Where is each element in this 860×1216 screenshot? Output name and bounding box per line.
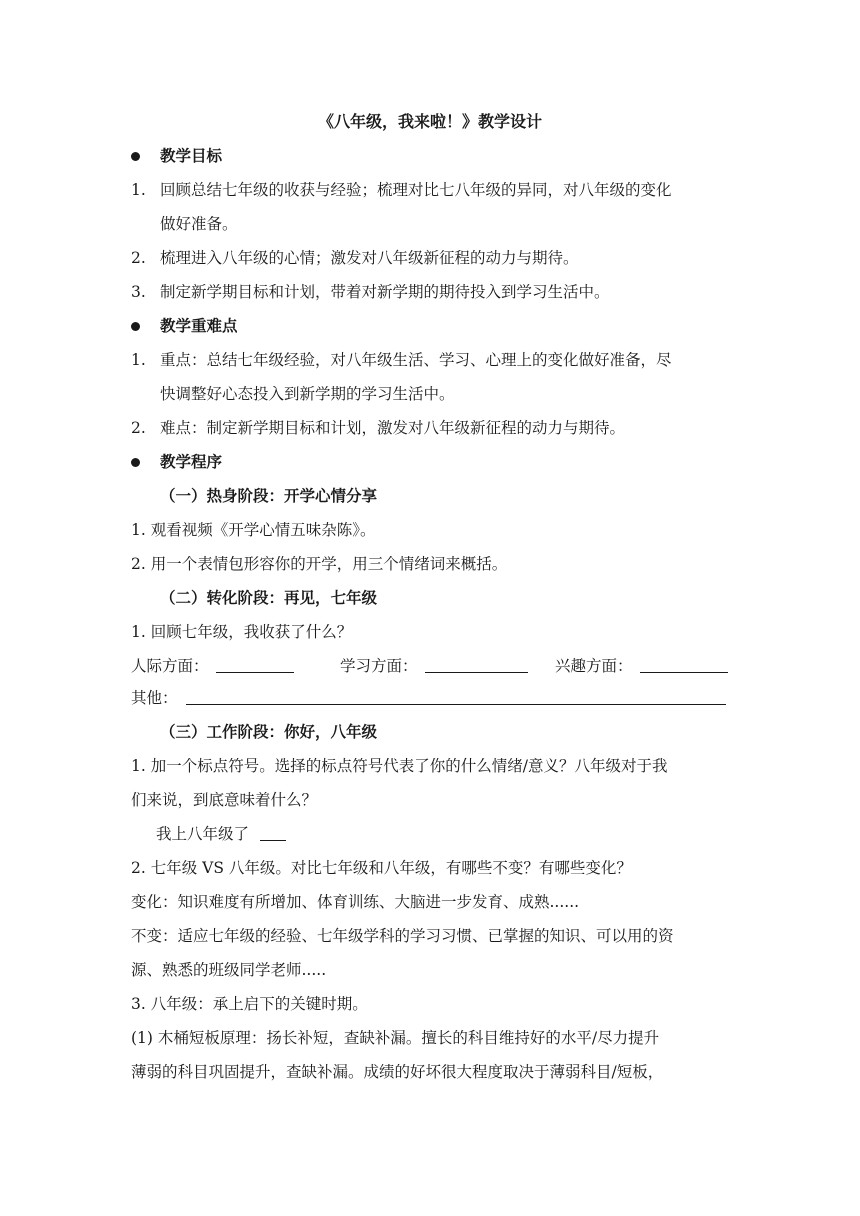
stage2-question: 1. 回顾七年级，我收获了什么？ (131, 623, 353, 641)
stage1-line: 2. 用一个表情包形容你的开学，用三个情绪词来概括。 (131, 555, 508, 573)
paragraph-line: 薄弱的科目巩固提升，查缺补漏。成绩的好坏很大程度取决于薄弱科目/短板， (131, 1063, 664, 1081)
list-item-text: 难点：制定新学期目标和计划，激发对八年级新征程的动力与期待。 (160, 419, 626, 437)
field-label-interest: 兴趣方面： (555, 657, 633, 675)
paragraph-line: 源、熟悉的班级同学老师..... (131, 961, 327, 979)
document-title: 《八年级，我来啦！》教学设计 (317, 112, 542, 131)
list-number: 2. (131, 249, 146, 267)
stage1-line: 1. 观看视频《开学心情五味杂陈》。 (131, 521, 376, 539)
list-item-text: 重点：总结七年级经验，对八年级生活、学习、心理上的变化做好准备，尽 (160, 351, 672, 369)
section-heading-keypoints: 教学重难点 (160, 316, 238, 335)
paragraph-line: (1) 木桶短板原理：扬长补短，查缺补漏。擅长的科目维持好的水平/尽力提升 (131, 1029, 660, 1047)
list-item-text: 梳理进入八年级的心情；激发对八年级新征程的动力与期待。 (160, 249, 579, 267)
list-number: 1. (131, 351, 146, 369)
fill-blank-social[interactable] (216, 656, 294, 673)
list-item-text-continued: 快调整好心态投入到新学期的学习生活中。 (160, 385, 455, 403)
fill-blank-interest[interactable] (640, 656, 728, 673)
fill-sentence: 我上八年级了 (156, 825, 250, 843)
section-heading-goals: 教学目标 (160, 146, 223, 165)
bullet-dot-icon (131, 152, 140, 161)
section-heading-procedure: 教学程序 (160, 452, 223, 471)
list-item-text-continued: 做好准备。 (160, 215, 238, 233)
field-label-other: 其他： (131, 689, 178, 707)
fill-blank-punctuation[interactable] (260, 824, 286, 841)
bullet-dot-icon (131, 322, 140, 331)
list-item-text: 回顾总结七年级的收获与经验；梳理对比七八年级的异同，对八年级的变化 (160, 181, 672, 199)
paragraph-line: 变化：知识难度有所增加、体育训练、大脑进一步发育、成熟...... (131, 893, 580, 911)
stage-heading-2: （二）转化阶段：再见，七年级 (160, 588, 378, 607)
list-number: 3. (131, 283, 146, 301)
list-item-text: 制定新学期目标和计划，带着对新学期的期待投入到学习生活中。 (160, 283, 610, 301)
fill-blank-study[interactable] (425, 656, 528, 673)
field-label-social: 人际方面： (131, 657, 209, 675)
paragraph-line: 们来说，到底意味着什么？ (131, 791, 318, 809)
paragraph-line: 1. 加一个标点符号。选择的标点符号代表了你的什么情绪/意义？八年级对于我 (131, 757, 668, 775)
stage-heading-3: （三）工作阶段：你好，八年级 (160, 722, 378, 741)
paragraph-line: 3. 八年级：承上启下的关键时期。 (131, 995, 368, 1013)
field-label-study: 学习方面： (340, 657, 418, 675)
stage-heading-1: （一）热身阶段：开学心情分享 (160, 486, 378, 505)
fill-blank-other[interactable] (186, 688, 726, 705)
list-number: 1. (131, 181, 146, 199)
paragraph-line: 不变：适应七年级的经验、七年级学科的学习习惯、已掌握的知识、可以用的资 (131, 927, 674, 945)
bullet-dot-icon (131, 458, 140, 467)
list-number: 2. (131, 419, 146, 437)
paragraph-line: 2. 七年级 VS 八年级。对比七年级和八年级，有哪些不变？有哪些变化？ (131, 859, 632, 877)
